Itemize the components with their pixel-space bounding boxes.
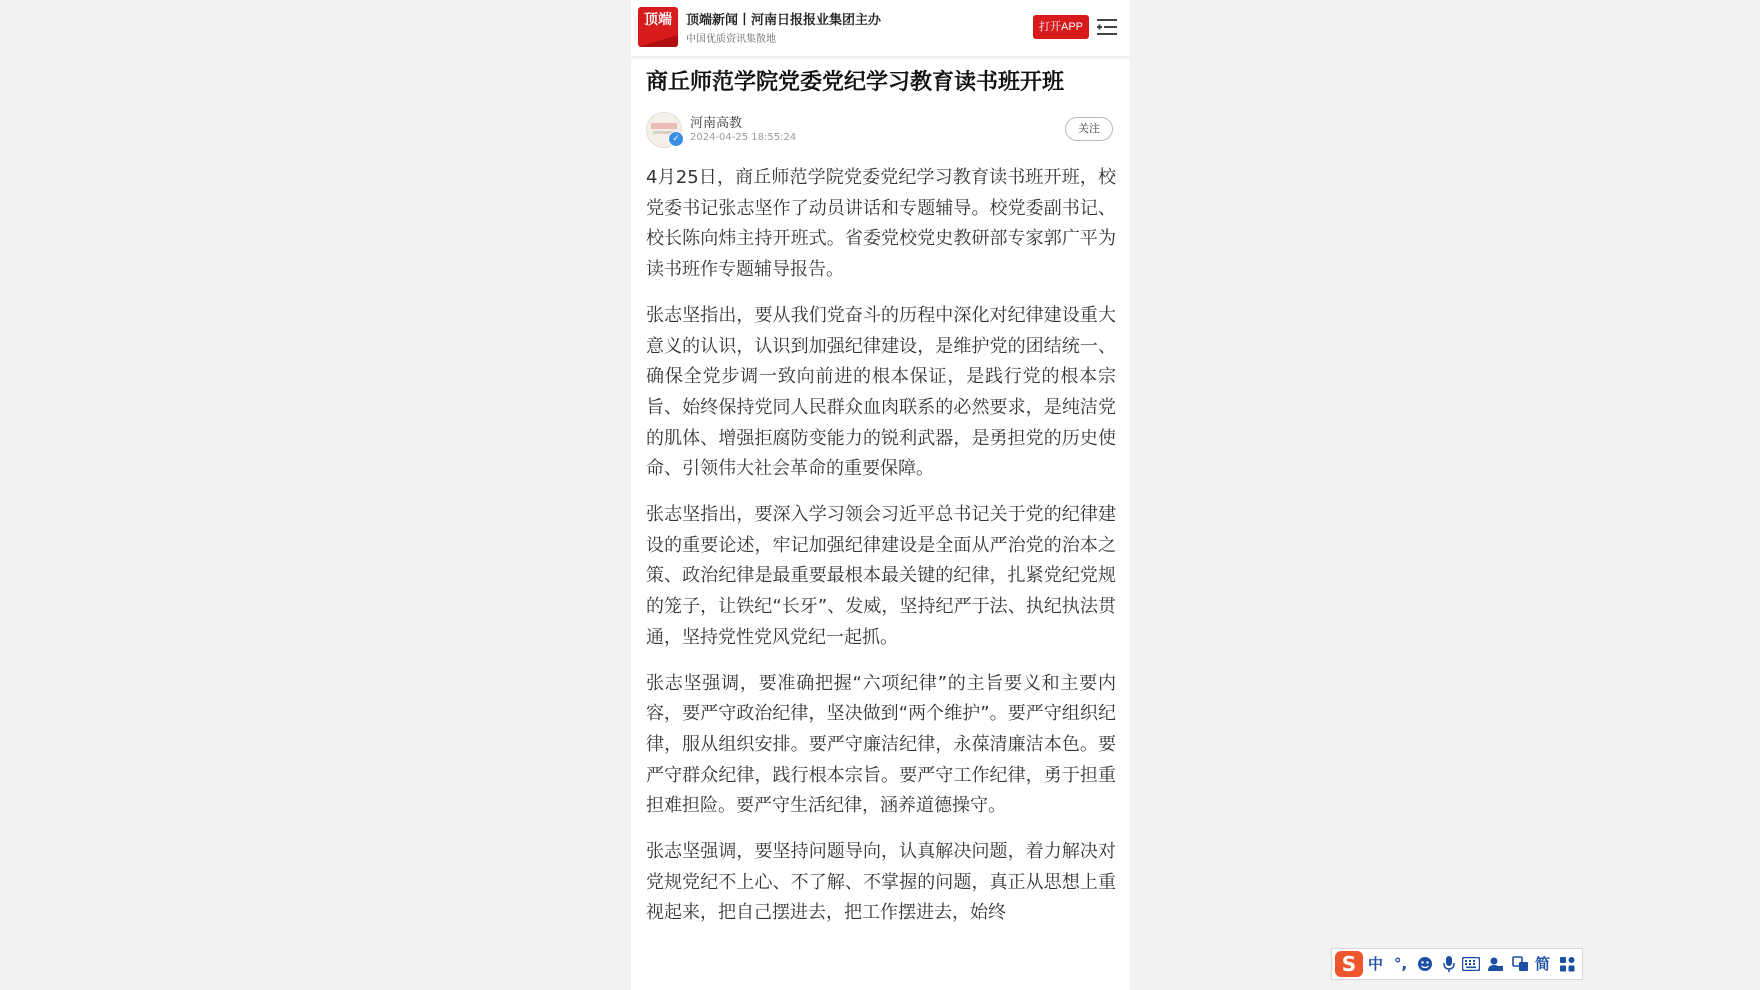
ime-mode-toggle[interactable]: 中: [1368, 955, 1384, 973]
author-name[interactable]: 河南高教: [690, 116, 743, 131]
article-paragraph: 张志坚强调，要坚持问题导向，认真解决问题，着力解决对党规党纪不上心、不了解、不掌握的问题，真正从思想上重视起来，把自己摆进去，把工作摆进去，始终: [646, 841, 1116, 924]
ime-toolbar: [1331, 948, 1583, 980]
article-body: [646, 163, 1116, 944]
author-row: [646, 112, 1115, 148]
article-paragraph: 张志坚指出，要深入学习领会习近平总书记关于党的纪律建设的重要论述，牢记加强纪律建设是全面从严治党的治本之策、政治纪律是最重要最根本最关键的纪律，扎紧党纪党规的笼子，让铁纪“长牙”、发威，坚持纪严于法、执纪执法贯通，坚持党性党风党纪一起抓。: [646, 504, 1116, 648]
dingduan-logo[interactable]: [638, 7, 678, 47]
user-icon[interactable]: [1487, 956, 1504, 972]
microphone-icon[interactable]: [1442, 955, 1456, 973]
menu-icon[interactable]: [1097, 17, 1119, 37]
sogou-logo-icon[interactable]: S: [1335, 951, 1363, 977]
simplified-toggle[interactable]: 简: [1535, 955, 1551, 973]
publish-time: 2024-04-25 18:55:24: [690, 132, 797, 143]
article-page: [631, 0, 1130, 990]
article-title: 商丘师范学院党委党纪学习教育读书班开班: [646, 70, 1065, 95]
open-app-button[interactable]: 打开APP: [1033, 15, 1089, 39]
emoji-icon[interactable]: [1417, 956, 1433, 972]
top-bar: [631, 0, 1130, 56]
brand-subtitle: 中国优质资讯集散地: [686, 34, 776, 45]
article-paragraph: 4月25日，商丘师范学院党委党纪学习教育读书班开班，校党委书记张志坚作了动员讲话和专题辅导。校党委副书记、校长陈向炜主持开班式。省委党校党史教研部专家郭广平为读书班作专题辅导报告。: [646, 167, 1116, 281]
brand-title: 顶端新闻丨河南日报报业集团主办: [686, 13, 882, 28]
article-paragraph: 张志坚强调，要准确把握“六项纪律”的主旨要义和主要内容，要严守政治纪律，坚决做到“两个维护”。要严守组织纪律，服从组织安排。要严守廉洁纪律，永葆清廉洁本色。要严守群众纪律，践行根本宗旨。要严守工作纪律，勇于担重担难担险。要严守生活纪律，涵养道德操守。: [646, 672, 1116, 817]
logo-text: 顶端: [644, 12, 672, 28]
keyboard-icon[interactable]: [1462, 957, 1480, 971]
follow-button[interactable]: 关注: [1065, 117, 1113, 141]
article-paragraph: 张志坚指出，要从我们党奋斗的历程中深化对纪律建设重大意义的认识，认识到加强纪律建设，是维护党的团结统一、确保全党步调一致向前进的根本保证，是践行党的根本宗旨、始终保持党同人民群众血肉联系的必然要求，是纯洁党的肌体、增强拒腐防变能力的锐利武器，是勇担党的历史使命、引领伟大社会革命的重要保障。: [646, 304, 1116, 480]
ime-punctuation-toggle[interactable]: °,: [1394, 955, 1408, 973]
grid-icon[interactable]: [1560, 957, 1575, 972]
skin-icon[interactable]: [1512, 956, 1529, 972]
verified-icon: ✓: [668, 131, 684, 147]
